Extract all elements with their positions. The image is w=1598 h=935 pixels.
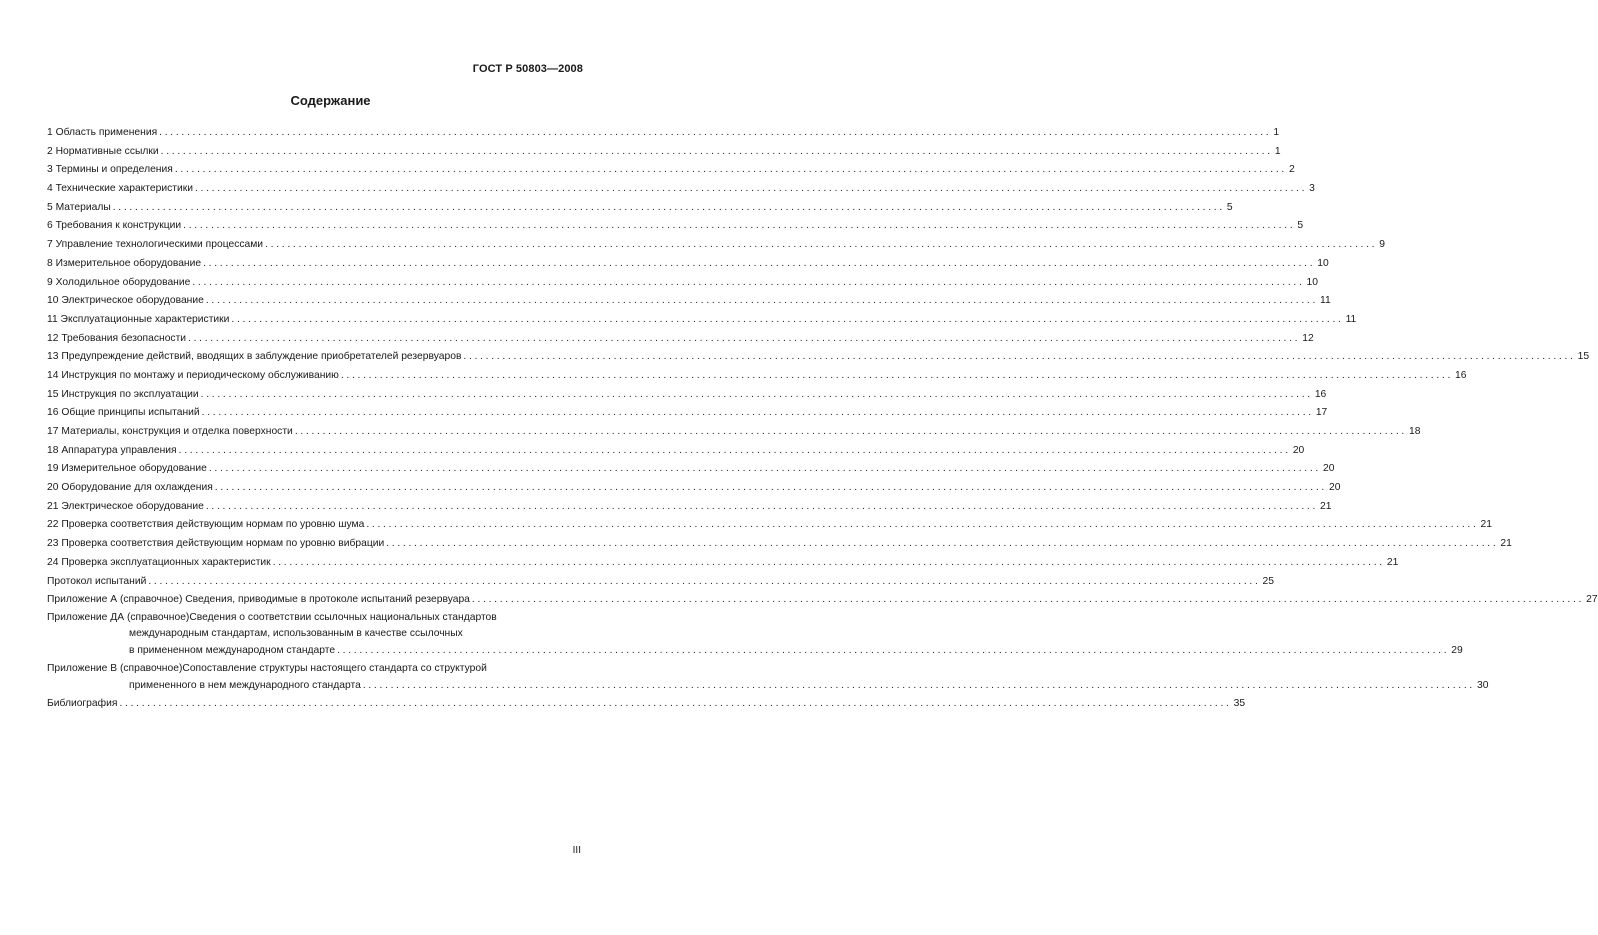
toc-entry-page: 10 — [1317, 257, 1329, 269]
toc-entry[interactable] — [47, 274, 1318, 293]
toc-entry-label: 24 Проверка эксплуатационных характеристик — [47, 556, 271, 568]
toc-entry[interactable] — [47, 348, 1590, 367]
leader-dots: ........................................................................................................................................................................................................ — [208, 463, 1321, 475]
toc-entry-page: 17 — [1315, 407, 1328, 419]
leader-dots: ........................................................................................................................................................................................................ — [463, 351, 1576, 363]
toc-entry-label: 5 Материалы — [47, 201, 111, 213]
toc-entry[interactable] — [47, 199, 1233, 218]
toc-entry-page: 18 — [1408, 426, 1421, 437]
toc-entry-page: 9 — [1379, 239, 1385, 251]
leader-dots: ........................................................................................................................................................................................................ — [471, 594, 1585, 606]
toc-entry[interactable] — [47, 535, 1512, 554]
toc-entry-label: 12 Требования безопасности — [47, 332, 187, 344]
leader-dots: ........................................................................................................................................................................................................ — [265, 239, 1378, 251]
document-code: ГОСТ Р 50803—2008 — [472, 63, 583, 75]
toc-entry[interactable] — [47, 330, 1314, 349]
leader-dots: ........................................................................................................................................................................................................ — [272, 556, 1385, 568]
toc-entry[interactable] — [47, 161, 1295, 180]
table-of-contents — [47, 124, 1598, 714]
appendix-da-line2: международным стандартам, использованным в качестве ссылочных — [129, 627, 463, 639]
toc-entry-label: 18 Аппаратура управления — [47, 444, 177, 456]
toc-entry[interactable] — [47, 236, 1385, 255]
toc-entry-page: 1 — [1274, 145, 1281, 157]
toc-entry-label: 7 Управление технологическими процессами — [47, 239, 264, 251]
toc-entries — [47, 124, 1598, 610]
toc-entry-page: 16 — [1455, 369, 1467, 381]
leader-dots: ........................................................................................................................................................................................................ — [178, 444, 1291, 456]
toc-entry-label: 9 Холодильное оборудование — [47, 276, 191, 288]
appendix-v-prefix: Приложение В (справочное) — [47, 662, 183, 674]
toc-entry-label: 19 Измерительное оборудование — [47, 463, 207, 475]
toc-entry[interactable] — [47, 404, 1328, 423]
toc-entry[interactable] — [47, 516, 1493, 535]
leader-dots: ........................................................................................................................................................................................................ — [205, 295, 1319, 307]
toc-entry[interactable] — [47, 180, 1315, 199]
appendix-da-line3: в примененном международном стандарте — [129, 644, 336, 656]
toc-entry-label: 15 Инструкция по эксплуатации — [47, 388, 199, 400]
toc-entry-page: 21 — [1480, 519, 1493, 531]
toc-entry-label: 23 Проверка соответствия действующим нормам по уровню вибрации — [47, 538, 385, 550]
toc-entry-appendix-v[interactable] — [47, 661, 1489, 696]
toc-entry-label: 8 Измерительное оборудование — [47, 257, 202, 269]
leader-dots: ........................................................................................................................................................................................................ — [366, 519, 1479, 531]
toc-entry-page: 10 — [1306, 276, 1318, 288]
toc-entry-page: 16 — [1314, 388, 1327, 400]
leader-dots: ........................................................................................................................................................................................................ — [160, 145, 1273, 157]
leader-dots: ........................................................................................................................................................................................................ — [174, 164, 1287, 176]
toc-entry[interactable] — [47, 442, 1305, 461]
toc-entry-page: 12 — [1302, 332, 1314, 344]
toc-entry-label: Приложение А (справочное) Сведения, приводимые в протоколе испытаний резервуара — [47, 594, 470, 606]
toc-entry-label: 10 Электрическое оборудование — [47, 295, 204, 307]
bibliography-label: Библиография — [47, 698, 118, 710]
leader-dots: ........................................................................................................................................................................................................ — [188, 332, 1301, 344]
leader-dots: ........................................................................................................................................................................................................ — [205, 500, 1319, 512]
appendix-da-page: 29 — [1451, 644, 1463, 656]
toc-entry-page: 11 — [1345, 313, 1357, 325]
leader-dots: ........................................................................................................................................................................................................ — [192, 276, 1305, 288]
toc-entry-page: 3 — [1309, 183, 1315, 195]
leader-dots: ........................................................................................................................................................................................................ — [119, 698, 1232, 710]
bibliography-page: 35 — [1233, 698, 1246, 710]
toc-entry-page: 21 — [1386, 556, 1399, 568]
toc-entry-label: 3 Термины и определения — [47, 164, 173, 176]
toc-entry[interactable] — [47, 311, 1357, 330]
toc-entry[interactable] — [47, 423, 1421, 442]
leader-dots: ........................................................................................................................................................................................................ — [203, 257, 1316, 269]
leader-dots: ........................................................................................................................................................................................................ — [340, 369, 1454, 381]
toc-entry-page: 25 — [1262, 575, 1274, 587]
appendix-da-line1: Сведения о соответствии ссылочных национальных стандартов — [189, 611, 497, 623]
toc-entry[interactable] — [47, 143, 1281, 162]
toc-entry-page: 20 — [1292, 444, 1305, 456]
toc-entry-label: 1 Область применения — [47, 127, 158, 138]
toc-entry-label: 14 Инструкция по монтажу и периодическому обслуживанию — [47, 369, 339, 381]
leader-dots: ........................................................................................................................................................................................................ — [337, 644, 1450, 656]
toc-entry-page: 21 — [1320, 500, 1332, 512]
toc-entry[interactable] — [47, 498, 1332, 517]
toc-entry[interactable] — [47, 367, 1467, 386]
toc-entry-label: 13 Предупреждение действий, вводящих в заблуждение приобретателей резервуаров — [47, 351, 462, 363]
leader-dots: ........................................................................................................................................................................................................ — [386, 538, 1499, 550]
toc-entry-page: 2 — [1289, 164, 1295, 176]
toc-entry-label: 21 Электрическое оборудование — [47, 500, 204, 512]
toc-entry-label: 20 Оборудование для охлаждения — [47, 482, 213, 494]
leader-dots: ........................................................................................................................................................................................................ — [159, 127, 1272, 138]
page-number: III — [572, 845, 581, 856]
toc-entry-page: 20 — [1328, 482, 1341, 494]
appendix-v-page: 30 — [1476, 679, 1489, 691]
toc-entry-page: 20 — [1323, 463, 1335, 475]
toc-entry[interactable] — [47, 554, 1399, 573]
toc-entry-page: 15 — [1577, 351, 1590, 363]
leader-dots: ........................................................................................................................................................................................................ — [112, 201, 1225, 213]
toc-entry-label: 17 Материалы, конструкция и отделка поверхности — [47, 426, 293, 437]
leader-dots: ........................................................................................................................................................................................................ — [201, 407, 1314, 419]
toc-entry[interactable] — [47, 460, 1335, 479]
toc-entry-page: 21 — [1500, 538, 1512, 550]
leader-dots: ........................................................................................................................................................................................................ — [294, 426, 1407, 437]
toc-entry-label: 4 Технические характеристики — [47, 183, 193, 195]
toc-entry-label: 11 Эксплуатационные характеристики — [47, 313, 230, 325]
toc-entry[interactable] — [47, 292, 1331, 311]
toc-entry[interactable] — [47, 573, 1274, 592]
appendix-v-line2: примененного в нем международного стандарта — [129, 679, 361, 691]
leader-dots: ........................................................................................................................................................................................................ — [148, 575, 1261, 587]
toc-entry-appendix-da[interactable] — [47, 610, 1463, 661]
toc-entry-page: 27 — [1586, 594, 1598, 606]
toc-entry[interactable] — [47, 255, 1329, 274]
toc-entry[interactable] — [47, 217, 1304, 236]
leader-dots: ........................................................................................................................................................................................................ — [200, 388, 1313, 400]
leader-dots: ........................................................................................................................................................................................................ — [194, 183, 1308, 195]
appendix-v-line1: Сопоставление структуры настоящего стандарта со структурой — [182, 662, 487, 674]
toc-entry-label: 22 Проверка соответствия действующим нормам по уровню шума — [47, 519, 365, 531]
toc-entry-label: 16 Общие принципы испытаний — [47, 407, 200, 419]
toc-entry[interactable] — [47, 386, 1327, 405]
toc-entry[interactable] — [47, 124, 1280, 143]
page-title: Содержание — [290, 93, 371, 108]
toc-entry-page: 11 — [1320, 295, 1331, 307]
toc-entry-bibliography[interactable] — [47, 695, 1246, 714]
toc-entry-label: 2 Нормативные ссылки — [47, 145, 159, 157]
toc-entry-page: 1 — [1273, 127, 1280, 138]
leader-dots: ........................................................................................................................................................................................................ — [214, 482, 1327, 494]
toc-entry-label: 6 Требования к конструкции — [47, 220, 182, 232]
appendix-da-prefix: Приложение ДА (справочное) — [47, 611, 190, 623]
toc-entry-page: 5 — [1226, 201, 1233, 213]
leader-dots: ........................................................................................................................................................................................................ — [231, 313, 1344, 325]
leader-dots: ........................................................................................................................................................................................................ — [183, 220, 1296, 232]
leader-dots: ........................................................................................................................................................................................................ — [362, 679, 1475, 691]
toc-entry-label: Протокол испытаний — [47, 575, 147, 587]
toc-entry[interactable] — [47, 479, 1341, 498]
toc-entry[interactable] — [47, 591, 1598, 610]
toc-entry-page: 5 — [1297, 220, 1304, 232]
